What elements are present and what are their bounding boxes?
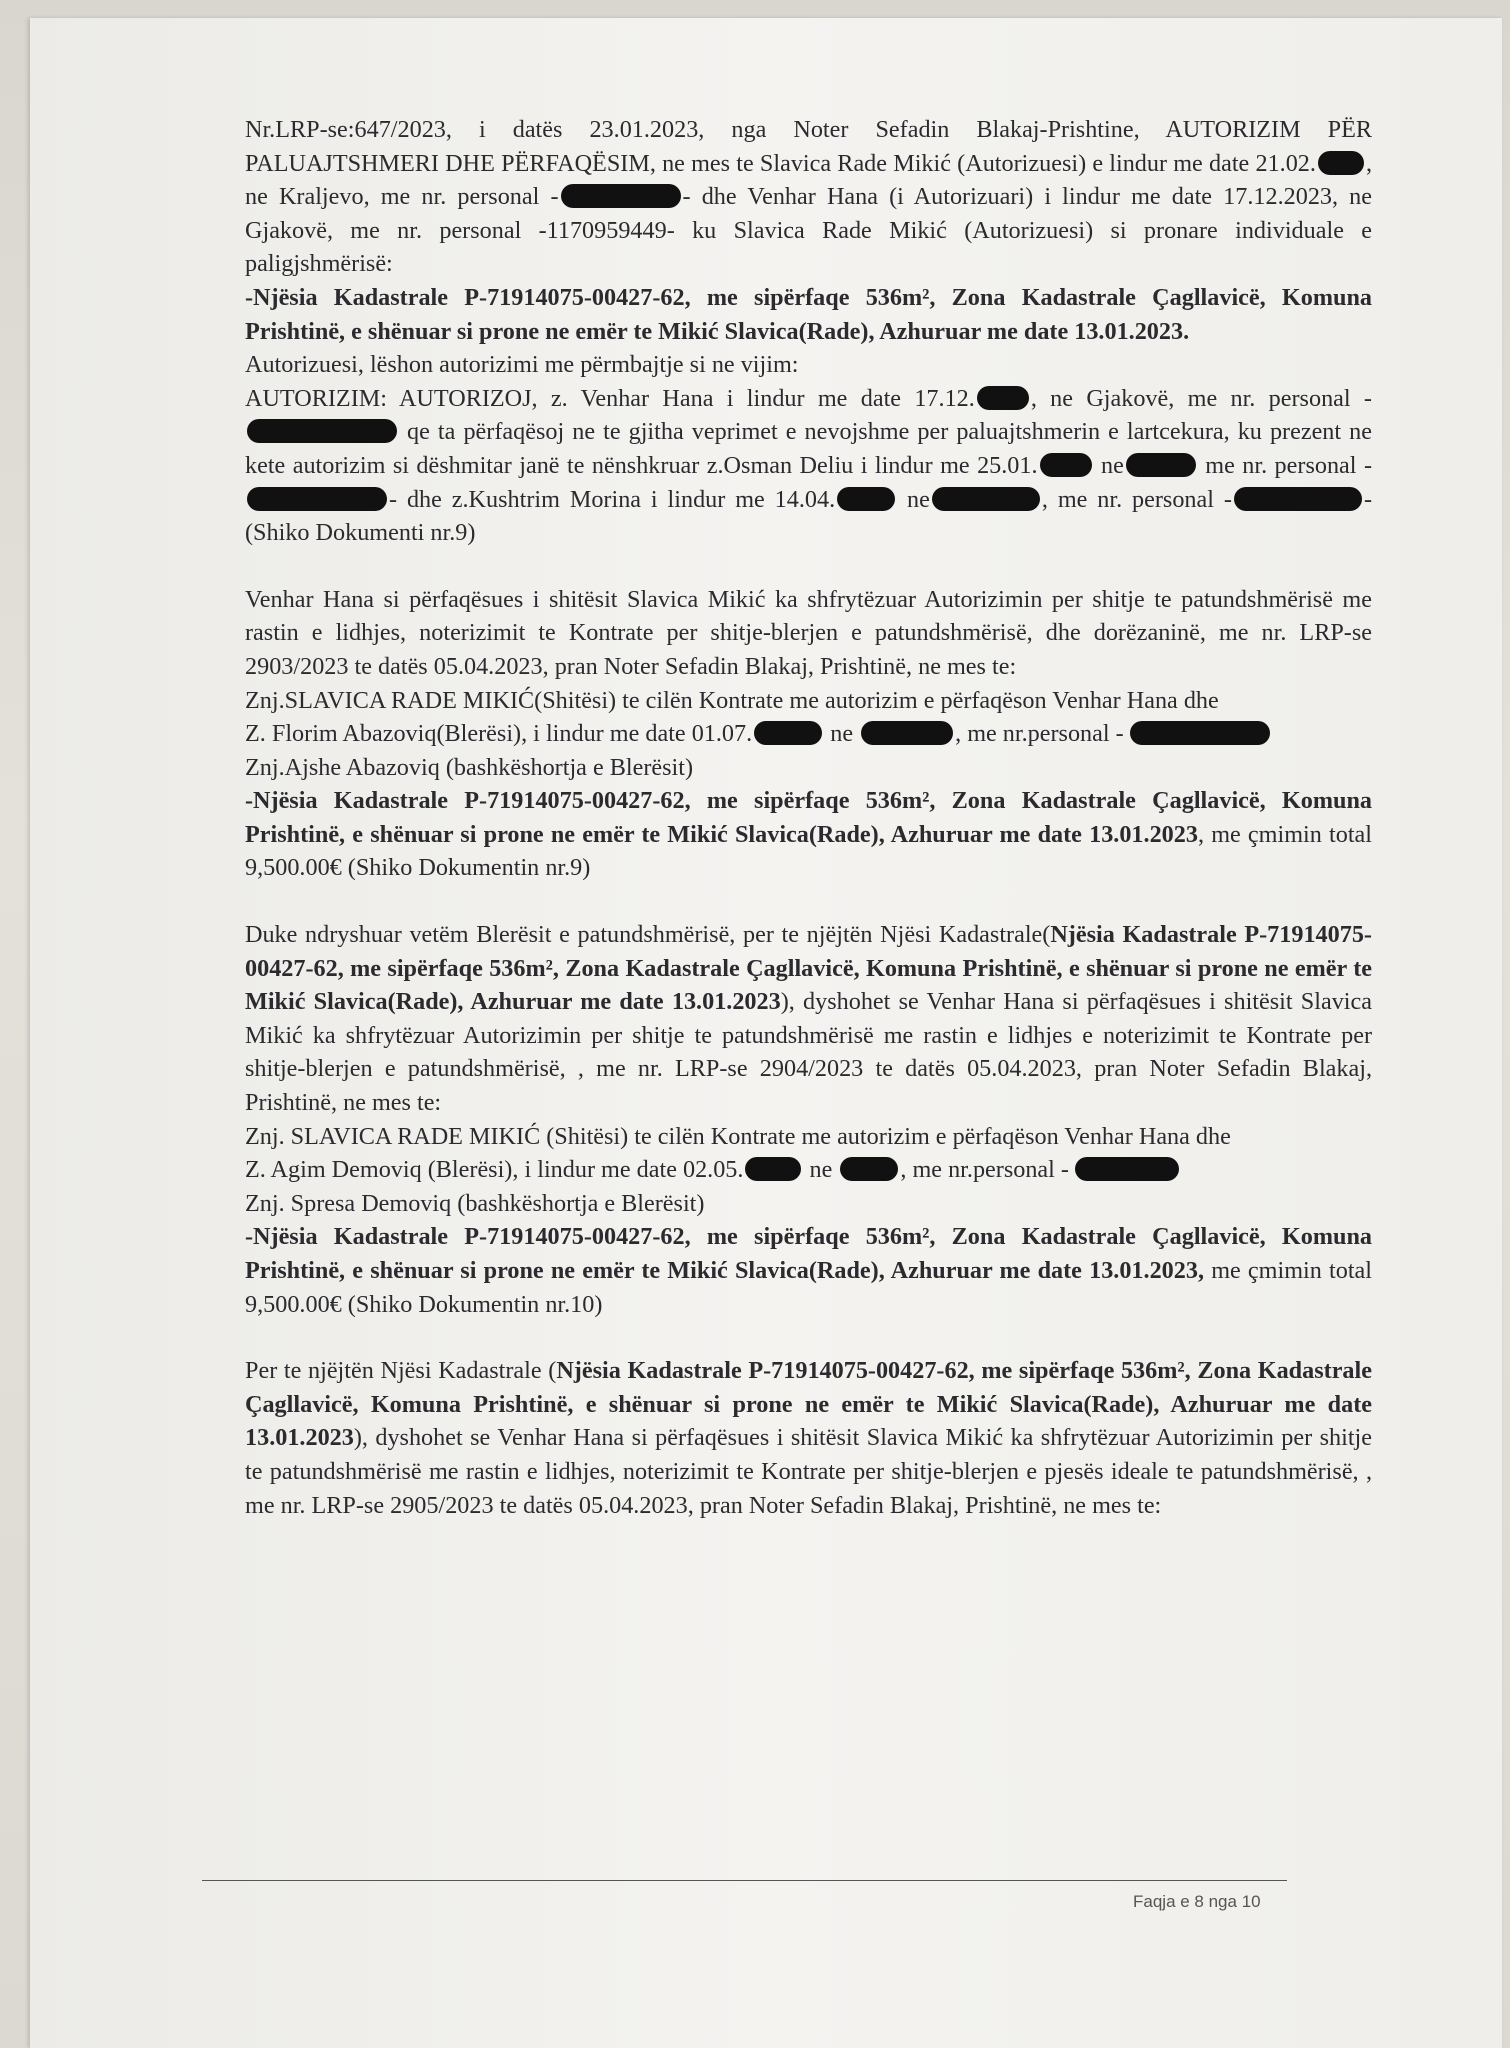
parcel-block-3: -Njësia Kadastrale P-71914075-00427-62, me sipërfaqe 536m², Zona Kadastrale Çagllavicë, Komuna Prishtinë, e shënuar si prone ne emër te Mikić Slavica(Rade), Azhuruar me date 13.01.2023, me çmimin total 9,500.00€ (Shiko Dokumentin nr.10) <box>245 1223 1373 1318</box>
redaction <box>1040 453 1092 477</box>
redaction <box>932 487 1040 511</box>
buyer-line-1: Z. Florim Abazoviq(Blerësi), i lindur me date 01.07. ne , me nr.personal - <box>245 717 1372 751</box>
seller-line-1: Znj.SLAVICA RADE MIKIĆ(Shitësi) te cilën Kontrate me autorizim e përfaqëson Venhar Hana dhe <box>245 686 1219 714</box>
parcel-block-2: -Njësia Kadastrale P-71914075-00427-62, me sipërfaqe 536m², Zona Kadastrale Çagllavicë, Komuna Prishtinë, e shënuar si prone ne emër te Mikić Slavica(Rade), Azhuruar me date 13.01.2023, me çmimin total 9,500.00€ (Shiko Dokumentin nr.9) <box>245 787 1373 882</box>
parcel-block: -Njësia Kadastrale P-71914075-00427-62, me sipërfaqe 536m², Zona Kadastrale Çagllavicë, Komuna Prishtinë, e shënuar si prone ne emër te Mikić Slavica(Rade), Azhuruar me date 13.01.2023. <box>245 283 1372 345</box>
redaction <box>754 721 822 745</box>
sale-paragraph-3: Per te njëjtën Njësi Kadastrale (Njësia Kadastrale P-71914075-00427-62, me sipërfaqe 536m², Zona Kadastrale Çagllavicë, Komuna Prishtinë, e shënuar si prone ne emër te Mikić Slavica(Rade), Azhuruar me date 13.01.2023), dyshohet se Venhar Hana si përfaqësues i shitësit Slavica Mikić ka shfrytëzuar Autorizimin per shitje te patundshmërisë me rastin e lidhjes, noterizimit te Kontrate per shitje-blerjen e pjesës ideale te patundshmërisë, , me nr. LRP-se 2905/2023 te datës 05.04.2023, pran Noter Sefadin Blakaj, Prishtinë, ne mes te: <box>245 1357 1372 1519</box>
seller-line-2: Znj. SLAVICA RADE MIKIĆ (Shitësi) te cilën Kontrate me autorizim e përfaqëson Venhar Hana dhe <box>245 1122 1231 1150</box>
redaction <box>1075 1157 1179 1181</box>
authorization-text: AUTORIZIM: AUTORIZOJ, z. Venhar Hana i lindur me date 17.12. , ne Gjakovë, me nr. personal - qe ta përfaqësoj ne te gjitha veprimet e nevojshme per paluajtshmerin e lartcekura, ku prezent ne kete autorizim si dëshmitar janë te nënshkruar z.Osman Deliu i lindur me 25.01. ne me nr. personal -- dhe z.Kushtrim Morina i lindur me 14.04. ne , me nr. personal - - (Shiko Dokumenti nr.9) <box>245 384 1372 547</box>
redaction <box>247 487 387 511</box>
buyer-line-2: Z. Agim Demoviq (Blerësi), i lindur me date 02.05. ne , me nr.personal - <box>245 1153 1372 1187</box>
sale-paragraph-2: Duke ndryshuar vetëm Blerësit e patundshmërisë, per te njëjtën Njësi Kadastrale(Njësia Kadastrale P-71914075-00427-62, me sipërfaqe 536m², Zona Kadastrale Çagllavicë, Komuna Prishtinë, e shënuar si prone ne emër te Mikić Slavica(Rade), Azhuruar me date 13.01.2023), dyshohet se Venhar Hana si përfaqësues i shitësit Slavica Mikić ka shfrytëzuar Autorizimin per shitje te patundshmërisë me rastin e lidhjes e noterizimit te Kontrate per shitje-blerjen e patundshmërisë, , me nr. LRP-se 2904/2023 te datës 05.04.2023, pran Noter Sefadin Blakaj, Prishtinë, ne mes te: <box>245 921 1372 1117</box>
redaction <box>861 721 953 745</box>
redaction <box>840 1157 898 1181</box>
issue-line: Autorizuesi, lëshon autorizimi me përmbajtje si ne vijim: <box>245 351 799 379</box>
document-page <box>30 18 1502 2048</box>
document-body <box>245 113 1372 1522</box>
sale-paragraph-1: Venhar Hana si përfaqësues i shitësit Slavica Mikić ka shfrytëzuar Autorizimin per shitje te patundshmërisë me rastin e lidhjes, noterizimit te Kontrate per shitje-blerjen e patundshmërisë, dhe dorëzaninë, me nr. LRP-se 2903/2023 te datës 05.04.2023, pran Noter Sefadin Blakaj, Prishtinë, ne mes te: <box>245 585 1372 680</box>
redaction <box>837 487 895 511</box>
redaction <box>745 1157 801 1181</box>
redaction <box>247 419 397 443</box>
page-number: Faqja e 8 nga 10 <box>1133 1892 1261 1911</box>
redaction <box>561 184 681 208</box>
redaction <box>977 386 1029 410</box>
redaction <box>1234 487 1362 511</box>
redaction <box>1318 151 1364 175</box>
footer-divider <box>202 1880 1287 1881</box>
redaction <box>1130 721 1270 745</box>
redaction <box>1126 453 1196 477</box>
spouse-line-2: Znj. Spresa Demoviq (bashkëshortja e Blerësit) <box>245 1189 705 1217</box>
authorization-paragraph: Nr.LRP-se:647/2023, i datës 23.01.2023, nga Noter Sefadin Blakaj-Prishtine, AUTORIZIM PËR PALUAJTSHMERI DHE PËRFAQËSIM, ne mes te Slavica Rade Mikić (Autorizuesi) e lindur me date 21.02. , ne Kraljevo, me nr. personal - - dhe Venhar Hana (i Autorizuari) i lindur me date 17.12.2023, ne Gjakovë, me nr. personal -1170959449- ku Slavica Rade Mikić (Autorizuesi) si pronare individuale e paligjshmërisë: <box>245 116 1373 278</box>
spouse-line-1: Znj.Ajshe Abazoviq (bashkëshortja e Blerësit) <box>245 753 694 781</box>
